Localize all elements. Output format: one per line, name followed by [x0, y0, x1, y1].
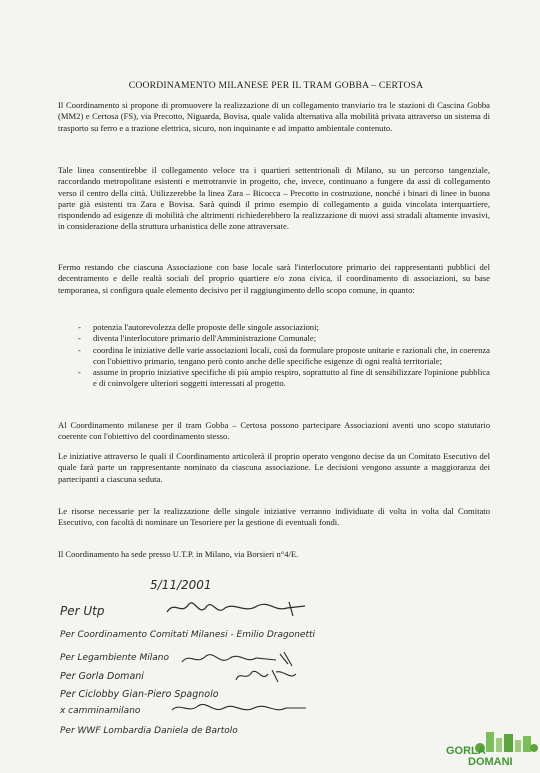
bullet-list — [78, 322, 490, 390]
paragraph-resources: Le risorse necessarie per la realizzazione delle singole iniziative verranno individuate di volta in volta dal Comitato Esecutivo, con facoltà di nominare un Tesoriere per la gestione di eventuali fondi. — [58, 506, 490, 528]
signature-line-legambiente: Per Legambiente Milano — [60, 653, 169, 663]
signature-scribble — [170, 700, 310, 718]
document-title: COORDINAMENTO MILANESE PER IL TRAM GOBBA – CERTOSA — [128, 80, 424, 91]
paragraph-committee: Le iniziative attraverso le quali il Coordinamento articolerà il proprio operato vengono decise da un Comitato Esecutivo del quale farà parte un rappresentante nominato da ciascuna associazione. Le decisioni vengono assunte a maggioranza dei partecipanti a ciascuna seduta. — [58, 451, 490, 484]
list-item: - assume in proprio iniziative specifiche di più ampio respiro, soprattutto al fine di sensibilizzare l'opinione pubblica e di coinvolgere ulteriori soggetti interessati al progetto. — [78, 367, 490, 390]
paragraph-headquarters: Il Coordinamento ha sede presso U.T.P. in Milano, via Borsieri n°4/E. — [58, 549, 299, 559]
paragraph-purpose: Il Coordinamento si propone di promuovere la realizzazione di un collegamento tranviario tra le stazioni di Cascina Gobba (MM2) e Certosa (FS), via Precotto, Niguarda, Bovisa, quale valida alternativa alla mobilità privata attraverso un sistema di trasporto su ferro e a trazione elettrica, sicuro, non inquinante e ad impatto ambientale contenuto. — [58, 100, 490, 133]
signature-scribble — [232, 668, 302, 684]
paragraph-membership: Al Coordinamento milanese per il tram Gobba – Certosa possono partecipare Associazioni aventi uno scopo statutario coerente con l'obiettivo del coordinamento stesso. — [58, 420, 490, 442]
signature-line-utp: Per Utp — [60, 604, 105, 618]
signature-line-camminamilano: x camminamilano — [60, 706, 141, 716]
list-item: - diventa l'interlocutore primario dell'Amministrazione Comunale; — [78, 333, 490, 344]
signature-line-wwf: Per WWF Lombardia Daniela de Bartolo — [60, 726, 238, 736]
signature-line-coordinamento: Per Coordinamento Comitati Milanesi - Emilio Dragonetti — [60, 630, 316, 640]
logo-text-line2: DOMANI — [468, 756, 513, 768]
signature-line-gorla-domani: Per Gorla Domani — [60, 671, 144, 682]
skyline-icon — [438, 730, 538, 768]
gorla-domani-logo — [438, 730, 538, 768]
list-item: - potenzia l'autorevolezza delle proposte delle singole associazioni; — [78, 322, 490, 333]
signature-scribble — [165, 596, 315, 620]
paragraph-role: Fermo restando che ciascuna Associazione con base locale sarà l'interlocutore primario dei rappresentanti pubblici del decentramento e delle realtà sociali del proprio quartiere e/o zona civica, il coordinamento di associazioni, su base temporanea, si configura quale elemento decisivo per il raggiungimento dello scopo comune, in quanto: — [58, 262, 490, 295]
logo-text-line1: GORLA — [446, 745, 486, 757]
signature-scribble — [180, 650, 300, 668]
handwritten-date: 5/11/2001 — [150, 578, 212, 592]
list-item: - coordina le iniziative delle varie associazioni locali, così da formulare proposte unitarie e razionali che, in coerenza con l'obiettivo primario, tengano però conto anche delle specifiche esigenze di ogni realtà territoriale; — [78, 345, 490, 368]
signature-line-ciclobby: Per Ciclobby Gian-Piero Spagnolo — [60, 689, 219, 700]
paragraph-route: Tale linea consentirebbe il collegamento veloce tra i quartieri settentrionali di Milano, su un percorso tangenziale, raccordando metropolitane esistenti e metrotranvie in progetto, che, invece, continuano a fungere da assi di collegamento verso il centro della città. Utilizzerebbe la linea Zara – Bicocca – Precotto in costruzione, nonché i binari di linee in buona parte già esistenti tra Zara e Bovisa. Sarà quindi il primo esempio di collegamento a guida vincolata interquartiere, rispondendo ad esigenze di mobilità che altrimenti richiederebbero la realizzazione di nuovi assi stradali altamente invasivi, in considerazione della struttura urbanistica delle zone attraversate. — [58, 165, 490, 232]
